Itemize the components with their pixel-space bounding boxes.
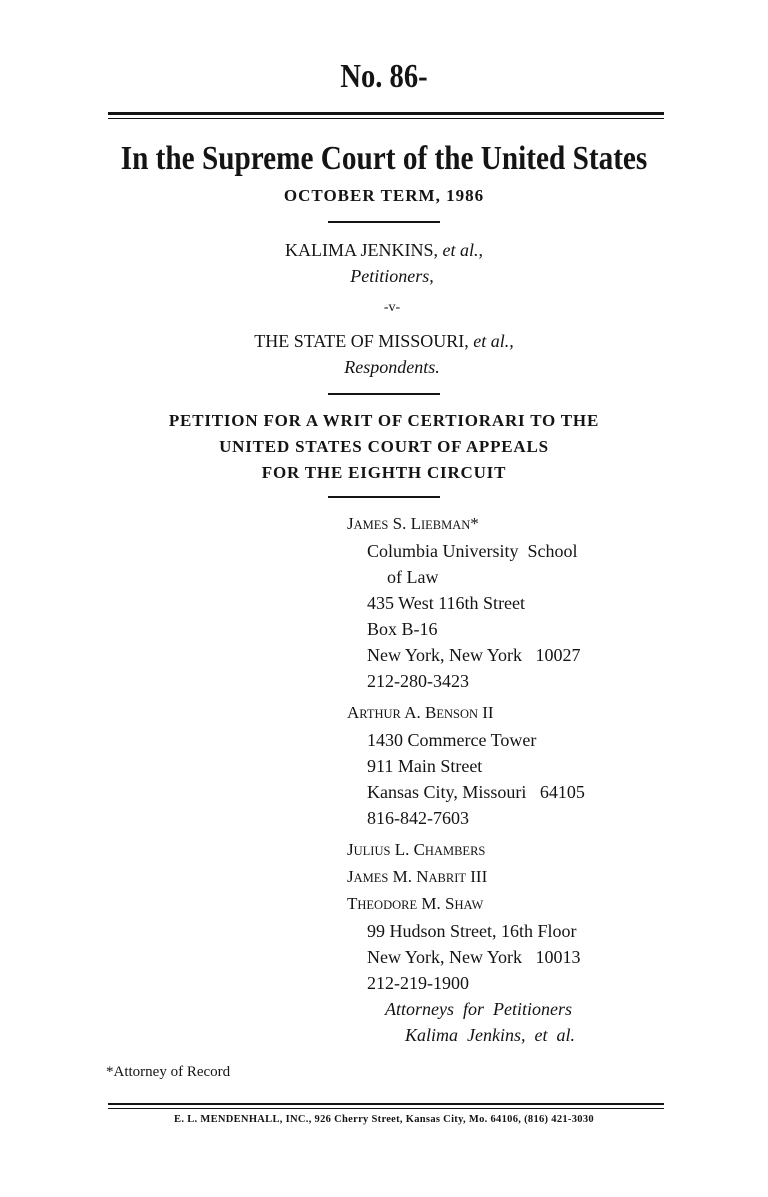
petitioner-name: KALIMA JENKINS, [285,240,438,260]
address-shaw [347,918,585,996]
address-line: 911 Main Street [367,756,483,776]
petitioner-et-al: et al., [442,240,483,260]
address-line: 816-842-7603 [367,808,469,828]
client-name: Kalima Jenkins, et al. [405,1025,575,1045]
counsel-block [347,511,585,1048]
address-benson [347,727,585,831]
attorney-name-liebman: JAMES S. LIEBMAN* [347,514,479,533]
address-line: 1430 Commerce Tower [367,730,537,750]
attorney-name-benson: ARTHUR A. BENSON II [347,703,494,722]
respondent-name: THE STATE OF MISSOURI, [254,331,469,351]
address-line: of Law [387,567,439,587]
petitioner-role: Petitioners, [350,266,434,286]
petition-line: PETITION FOR A WRIT OF CERTIORARI TO THE [168,411,600,430]
respondent-line [0,331,768,352]
divider-rule [328,393,440,395]
footnote: *Attorney of Record [106,1064,231,1080]
divider-rule [328,496,440,498]
respondent-et-al: et al., [473,331,514,351]
header-double-rule [108,112,664,119]
footer-double-rule [108,1103,664,1109]
address-line: 212-219-1900 [367,973,469,993]
address-line: Columbia University School [367,541,578,561]
address-line: 435 West 116th Street [367,593,526,613]
address-line: Box B-16 [367,619,438,639]
versus: -v- [383,300,401,315]
respondent-role: Respondents. [344,357,440,377]
attorney-name-nabrit: JAMES M. NABRIT III [347,867,488,886]
address-line: New York, New York 10013 [367,947,581,967]
petition-title [0,408,768,486]
petitioner-line [0,240,768,261]
address-line: Kansas City, Missouri 64105 [367,782,585,802]
divider-rule [328,221,440,223]
attorney-name-chambers: JULIUS L. CHAMBERS [347,840,486,859]
attorney-name-shaw: THEODORE M. SHAW [347,894,484,913]
petition-line: FOR THE EIGHTH CIRCUIT [261,463,507,482]
address-line: New York, New York 10027 [367,645,581,665]
term: OCTOBER TERM, 1986 [283,186,485,205]
court-title: In the Supreme Court of the United States [120,140,648,177]
printer-imprint: E. L. MENDENHALL, INC., 926 Cherry Street, Kansas City, Mo. 64106, (816) 421-3030 [174,1114,594,1125]
address-line: 212-280-3423 [367,671,469,691]
address-liebman [347,538,585,694]
attorneys-for: Attorneys for Petitioners [385,999,572,1019]
petition-line: UNITED STATES COURT OF APPEALS [219,437,549,456]
docket-number: No. 86- [340,58,428,95]
address-line: 99 Hudson Street, 16th Floor [367,921,577,941]
